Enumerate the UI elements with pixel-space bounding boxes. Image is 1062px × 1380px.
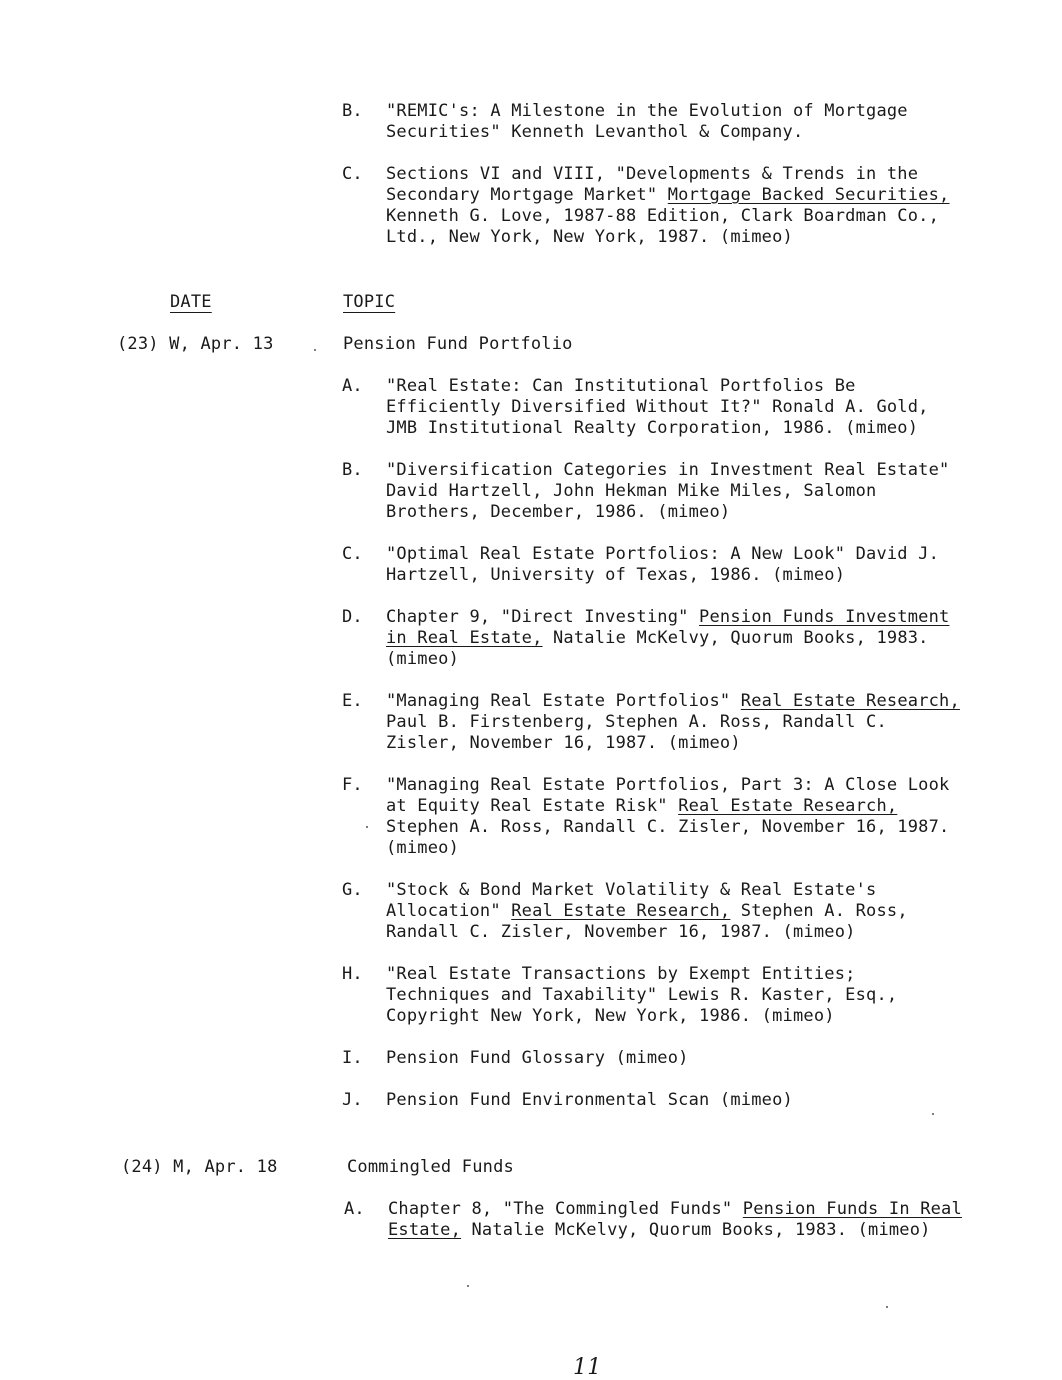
reading-item <box>342 376 982 439</box>
reading-item <box>342 691 982 754</box>
item-citation <box>386 1048 966 1069</box>
session-23-readings <box>342 376 982 1132</box>
item-letter: H. <box>342 964 363 984</box>
citation-title: Real Estate Research, <box>511 901 731 921</box>
item-citation <box>386 376 966 439</box>
reading-item <box>344 1199 984 1241</box>
session-24-reading-items <box>344 1199 984 1241</box>
reading-item <box>342 544 982 586</box>
citation-title: Real Estate Research, <box>740 691 960 711</box>
reading-item <box>342 1048 982 1069</box>
item-citation <box>386 1090 966 1111</box>
item-citation <box>386 775 966 859</box>
citation-title: Real Estate Research, <box>678 796 898 816</box>
citation-text: "Optimal Real Estate Portfolios: A New Look" David J. Hartzell, University of Texas, 1986. (mimeo) <box>386 544 940 585</box>
scan-speck <box>314 349 316 351</box>
item-citation <box>386 460 966 523</box>
item-citation <box>386 101 966 143</box>
item-letter: D. <box>342 607 363 627</box>
item-letter: G. <box>342 880 363 900</box>
item-letter: B. <box>342 460 363 480</box>
item-citation <box>386 964 966 1027</box>
citation-title: Pension Funds Investment in Real Estate, <box>386 607 950 648</box>
citation-text: "Real Estate Transactions by Exempt Entities; Techniques and Taxability" Lewis R. Kaster, Esq., Copyright New York, New York, 1986. (mimeo) <box>386 964 898 1026</box>
citation-text: Stephen A. Ross, Randall C. Zisler, November 16, 1987. (mimeo) <box>386 901 908 942</box>
item-letter: B. <box>342 101 363 121</box>
session-24-topic: Commingled Funds <box>347 1157 514 1177</box>
item-letter: A. <box>342 376 363 396</box>
citation-text: "Managing Real Estate Portfolios" <box>386 691 741 711</box>
reading-item <box>342 1090 982 1111</box>
session-24-date: (24) M, Apr. 18 <box>121 1157 278 1177</box>
citation-text: Stephen A. Ross, Randall C. Zisler, November 16, 1987. (mimeo) <box>386 817 950 858</box>
citation-text: "Managing Real Estate Portfolios, Part 3: A Close Look at Equity Real Estate Risk" <box>386 775 950 816</box>
session-24-readings <box>344 1199 984 1262</box>
scan-speck <box>366 826 368 828</box>
citation-text: Chapter 9, "Direct Investing" <box>386 607 700 627</box>
item-letter: C. <box>342 544 363 564</box>
reading-item <box>342 607 982 670</box>
scan-speck <box>467 1285 469 1287</box>
citation-text: Natalie McKelvy, Quorum Books, 1983. (mimeo) <box>386 628 929 669</box>
citation-text: Paul B. Firstenberg, Stephen A. Ross, Randall C. Zisler, November 16, 1987. (mimeo) <box>386 712 887 753</box>
page-number: 11 <box>573 1355 602 1380</box>
scan-speck <box>886 1306 888 1308</box>
citation-title: Pension Funds In Real Estate, <box>388 1199 962 1240</box>
item-letter: F. <box>342 775 363 795</box>
citation-text: "Diversification Categories in Investment Real Estate" David Hartzell, John Hekman Mike Miles, Salomon Brothers, December, 1986. (mimeo) <box>386 460 950 522</box>
item-citation <box>386 544 966 586</box>
reading-item <box>342 460 982 523</box>
session-23-reading-items <box>342 376 982 1111</box>
item-letter: E. <box>342 691 363 711</box>
topic-column-header: TOPIC <box>343 292 396 312</box>
item-citation <box>386 691 966 754</box>
citation-text: Pension Fund Environmental Scan (mimeo) <box>386 1090 793 1110</box>
scan-speck <box>932 1113 934 1115</box>
item-letter: J. <box>342 1090 363 1110</box>
item-letter: I. <box>342 1048 363 1068</box>
citation-text: Kenneth G. Love, 1987-88 Edition, Clark Boardman Co., Ltd., New York, New York, 1987. (mimeo) <box>386 206 940 247</box>
reading-item <box>342 880 982 943</box>
item-citation <box>386 164 966 248</box>
citation-text: Pension Fund Glossary (mimeo) <box>386 1048 689 1068</box>
session-23-date: (23) W, Apr. 13 <box>117 334 274 354</box>
session-23-topic: Pension Fund Portfolio <box>343 334 573 354</box>
reading-item <box>342 164 982 248</box>
citation-text: Natalie McKelvy, Quorum Books, 1983. (mimeo) <box>461 1220 931 1240</box>
citation-title: Mortgage Backed Securities, <box>667 185 950 205</box>
citation-text: "REMIC's: A Milestone in the Evolution of Mortgage Securities" Kenneth Levanthol & Company. <box>386 101 908 142</box>
item-letter: A. <box>344 1199 365 1219</box>
date-column-header: DATE <box>170 292 212 312</box>
item-citation <box>386 880 966 943</box>
item-letter: C. <box>342 164 363 184</box>
reading-item <box>342 964 982 1027</box>
citation-text: "Real Estate: Can Institutional Portfolios Be Efficiently Diversified Without It?" Ronald A. Gold, JMB Institutional Realty Corporation, 1986. (mimeo) <box>386 376 929 438</box>
top-reading-list <box>342 101 982 269</box>
item-citation <box>386 607 966 670</box>
item-citation <box>388 1199 968 1241</box>
citation-text: Sections VI and VIII, "Developments & Trends in the Secondary Mortgage Market" <box>386 164 919 205</box>
citation-text: "Stock & Bond Market Volatility & Real Estate's Allocation" <box>386 880 877 921</box>
citation-text: Chapter 8, "The Commingled Funds" <box>388 1199 743 1219</box>
reading-item <box>342 775 982 859</box>
reading-item <box>342 101 982 143</box>
top-reading-items <box>342 101 982 248</box>
